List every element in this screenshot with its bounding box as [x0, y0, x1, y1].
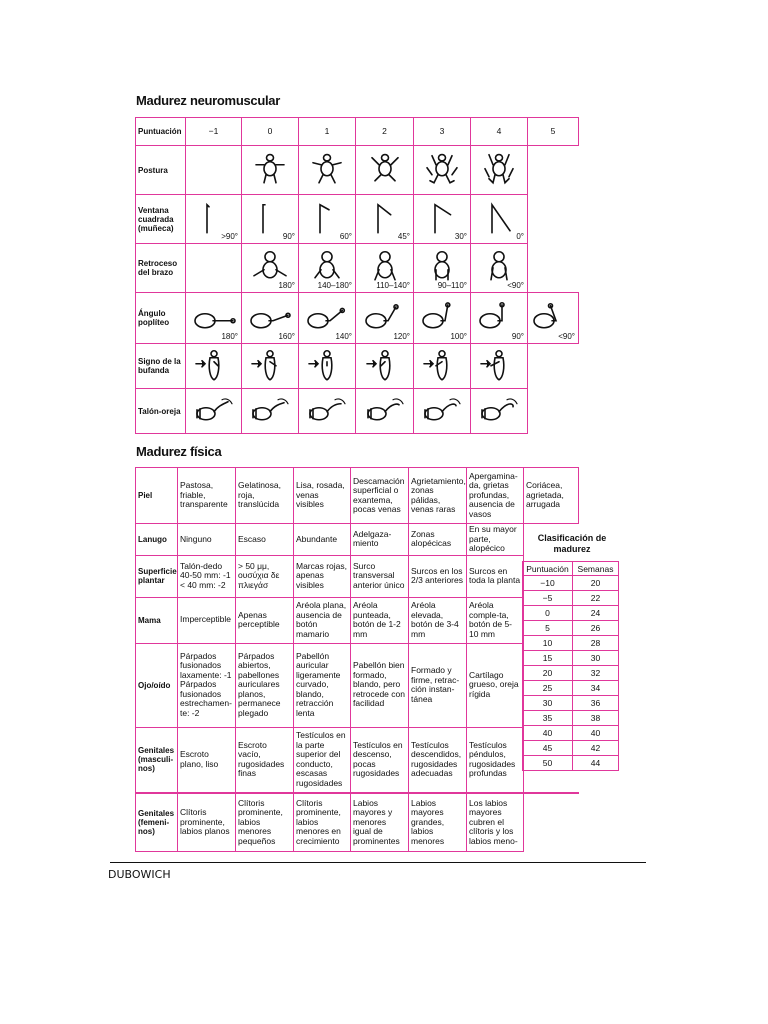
phys-cell: Ninguno: [178, 524, 236, 556]
maneuver-figure-icon: [250, 153, 290, 188]
maneuver-figure-icon: [365, 153, 405, 188]
neuro-cell: [299, 146, 356, 195]
phys-cell: Marcas rojas, apenas visibles: [294, 555, 351, 597]
phys-cell: Aréola punteada, botón de 1-2 mm: [351, 597, 409, 643]
neuro-row: [136, 389, 579, 434]
angle-label: 160°: [278, 331, 295, 341]
maneuver-figure-icon: [192, 396, 236, 427]
maturity-score: 40: [523, 726, 573, 741]
neuro-cell: [356, 146, 414, 195]
phys-cell: Labios mayores y menores igual de prominentes: [351, 793, 409, 851]
maturity-table: [522, 561, 619, 771]
neuro-cell: [414, 244, 471, 293]
maturity-weeks: 32: [573, 666, 619, 681]
maturity-row: [523, 696, 619, 711]
angle-label: 180°: [278, 280, 295, 290]
neuro-cell: [356, 389, 414, 434]
neuro-row-label: Ventana cuadrada (muñeca): [136, 195, 186, 244]
neuro-row-label: Postura: [136, 146, 186, 195]
phys-cell: Escroto plano, liso: [178, 727, 236, 793]
phys-cell: Formado y firme, retrac-ción instan-tánea: [409, 643, 467, 727]
phys-cell: Aréola plana, ausencia de botón mamario: [294, 597, 351, 643]
angle-label: 45°: [397, 231, 410, 241]
phys-cell: > 50 μμ, ουσύχια δε πλιεγάσ: [236, 555, 294, 597]
phys-cell: Clítoris prominente, labios menores pequeños: [236, 793, 294, 851]
maneuver-figure-icon: [307, 348, 347, 385]
maneuver-figure-icon: [419, 301, 465, 336]
maturity-weeks: 22: [573, 591, 619, 606]
phys-cell: Pastosa, friable, transparente: [178, 468, 236, 524]
maturity-score: 25: [523, 681, 573, 696]
maturity-row: [523, 741, 619, 756]
neuro-cell: [186, 146, 242, 195]
maneuver-figure-icon: [370, 201, 400, 238]
neuro-row-label: Talón-oreja: [136, 389, 186, 434]
neuro-cell: [242, 244, 299, 293]
angle-label: 120°: [393, 331, 410, 341]
neuro-cell: [528, 293, 579, 344]
phys-row-label: Superficie plantar: [136, 555, 178, 597]
phys-row-label: Genitales (masculi-nos): [136, 727, 178, 793]
neuro-cell: [528, 344, 579, 389]
neuro-row: [136, 244, 579, 293]
maturity-row: [523, 726, 619, 741]
angle-label: 30°: [454, 231, 467, 241]
maturity-row: [523, 666, 619, 681]
score-cell: 1: [299, 118, 356, 146]
maturity-score: 35: [523, 711, 573, 726]
neuromuscular-table: [135, 117, 579, 146]
phys-cell: Testículos descendidos, rugosidades adecuadas: [409, 727, 467, 793]
maneuver-figure-icon: [362, 301, 408, 336]
maturity-weeks: 24: [573, 606, 619, 621]
phys-cell: Párpados abiertos, pabellones auriculares planos, permanece plegado: [236, 643, 294, 727]
neuro-cell: [356, 195, 414, 244]
neuro-cell: [414, 389, 471, 434]
maturity-score: 50: [523, 756, 573, 771]
maneuver-figure-icon: [422, 348, 462, 385]
maturity-score: 45: [523, 741, 573, 756]
footer-divider: [110, 862, 646, 863]
phys-cell: Zonas alopécicas: [409, 524, 467, 556]
phys-row: [136, 793, 579, 851]
neuro-cell: [528, 195, 579, 244]
maturity-row: [523, 606, 619, 621]
maneuver-figure-icon: [365, 348, 405, 385]
maneuver-figure-icon: [307, 153, 347, 188]
maneuver-figure-icon: [477, 396, 521, 427]
phys-row: [136, 727, 579, 793]
neuro-cell: [356, 293, 414, 344]
phys-row: [136, 468, 579, 524]
phys-row-label: Mama: [136, 597, 178, 643]
phys-row-label: Genitales (femeni-nos): [136, 793, 178, 851]
maturity-weeks: 44: [573, 756, 619, 771]
phys-cell: Escroto vacío, rugosidades finas: [236, 727, 294, 793]
maneuver-figure-icon: [530, 301, 576, 336]
neuro-cell: [242, 195, 299, 244]
neuro-header-row: [136, 118, 579, 146]
maneuver-figure-icon: [484, 201, 514, 238]
phys-cell: Abundante: [294, 524, 351, 556]
angle-label: 180°: [221, 331, 238, 341]
maturity-weeks: 42: [573, 741, 619, 756]
phys-cell: Pabellón bien formado, blando, pero retrocede con facilidad: [351, 643, 409, 727]
score-cell: 0: [242, 118, 299, 146]
neuro-cell: [414, 293, 471, 344]
neuro-cell: [471, 344, 528, 389]
maturity-score: 5: [523, 621, 573, 636]
angle-label: 110–140°: [376, 280, 410, 290]
phys-cell: En su mayor parte, alopécico: [467, 524, 524, 556]
phys-cell: Talón-dedo 40-50 mm: -1 < 40 mm: -2: [178, 555, 236, 597]
neuro-cell: [186, 195, 242, 244]
angle-label: <90°: [558, 331, 575, 341]
maturity-col-weeks: Semanas: [573, 562, 619, 576]
phys-row: [136, 643, 579, 727]
maturity-weeks: 20: [573, 576, 619, 591]
neuro-cell: [414, 344, 471, 389]
maneuver-figure-icon: [312, 201, 342, 238]
angle-label: 140°: [335, 331, 352, 341]
phys-title: Madurez física: [136, 444, 222, 459]
phys-cell: Apenas perceptible: [236, 597, 294, 643]
maneuver-figure-icon: [479, 153, 519, 188]
maturity-score: −5: [523, 591, 573, 606]
maneuver-figure-icon: [420, 396, 464, 427]
maturity-score: 30: [523, 696, 573, 711]
phys-cell: Lisa, rosada, venas visibles: [294, 468, 351, 524]
maneuver-figure-icon: [427, 201, 457, 238]
neuro-cell: [299, 389, 356, 434]
maneuver-figure-icon: [479, 348, 519, 385]
footer-caption: DUBOWICH: [108, 868, 171, 881]
score-cell: 3: [414, 118, 471, 146]
maneuver-figure-icon: [363, 396, 407, 427]
phys-cell: [524, 793, 579, 851]
neuro-cell: [471, 293, 528, 344]
angle-label: >90°: [221, 231, 238, 241]
maneuver-figure-icon: [305, 396, 349, 427]
maneuver-figure-icon: [247, 301, 293, 336]
neuro-cell: [414, 195, 471, 244]
neuro-cell: [528, 244, 579, 293]
score-cell: 5: [528, 118, 579, 146]
neuro-row: [136, 344, 579, 389]
maturity-weeks: 38: [573, 711, 619, 726]
maturity-score: 10: [523, 636, 573, 651]
phys-cell: Clítoris prominente, labios planos: [178, 793, 236, 851]
neuro-cell: [356, 344, 414, 389]
maturity-weeks: 28: [573, 636, 619, 651]
neuromuscular-body-table: [135, 145, 579, 434]
neuro-cell: [471, 146, 528, 195]
score-cell: 4: [471, 118, 528, 146]
score-header-label: Puntuación: [136, 118, 186, 146]
maneuver-figure-icon: [422, 153, 462, 188]
maneuver-figure-icon: [191, 301, 237, 336]
angle-label: 140–180°: [317, 280, 352, 290]
phys-cell: Gelatinosa, roja, translúcida: [236, 468, 294, 524]
phys-cell: Aréola comple-ta, botón de 5-10 mm: [467, 597, 524, 643]
maneuver-figure-icon: [304, 301, 350, 336]
neuro-cell: [242, 146, 299, 195]
maturity-score: 20: [523, 666, 573, 681]
maneuver-figure-icon: [248, 396, 292, 427]
maturity-weeks: 34: [573, 681, 619, 696]
phys-cell: Párpados fusionados laxamente: -1 Párpados fusionados estrechamen-te: -2: [178, 643, 236, 727]
maturity-weeks: 26: [573, 621, 619, 636]
maturity-row: [523, 636, 619, 651]
neuro-row-label: Ángulo poplíteo: [136, 293, 186, 344]
score-cell: −1: [186, 118, 242, 146]
neuro-cell: [299, 344, 356, 389]
phys-row-label: Piel: [136, 468, 178, 524]
maneuver-figure-icon: [255, 201, 285, 238]
maturity-row: [523, 711, 619, 726]
maturity-row: [523, 591, 619, 606]
phys-cell: Adelgaza-miento: [351, 524, 409, 556]
maturity-row: [523, 651, 619, 666]
phys-cell: Agrietamiento, zonas pálidas, venas raras: [409, 468, 467, 524]
maturity-weeks: 36: [573, 696, 619, 711]
phys-cell: Cartílago grueso, oreja rígida: [467, 643, 524, 727]
neuro-cell: [471, 195, 528, 244]
phys-cell: Pabellón auricular ligeramente curvado, blando, retracción lenta: [294, 643, 351, 727]
neuro-cell: [299, 293, 356, 344]
neuro-cell: [186, 389, 242, 434]
phys-row: [136, 555, 579, 597]
phys-cell: Coriácea, agrietada, arrugada: [524, 468, 579, 524]
phys-row-label: Lanugo: [136, 524, 178, 556]
neuro-row: [136, 195, 579, 244]
maturity-row: [523, 756, 619, 771]
neuro-cell: [186, 293, 242, 344]
angle-label: 100°: [450, 331, 467, 341]
maneuver-figure-icon: [250, 348, 290, 385]
angle-label: 90–110°: [437, 280, 467, 290]
phys-cell: Los labios mayores cubren el clítoris y los labios meno-: [467, 793, 524, 851]
neuro-cell: [299, 195, 356, 244]
maturity-row: [523, 576, 619, 591]
physical-maturity-table: [135, 467, 579, 852]
maturity-row: [523, 621, 619, 636]
angle-label: <90°: [507, 280, 524, 290]
neuro-cell: [414, 146, 471, 195]
maturity-col-score: Puntuación: [523, 562, 573, 576]
phys-row: [136, 524, 579, 556]
maturity-title: Clasificación de madurez: [537, 533, 607, 554]
neuro-row-label: Retroceso del brazo: [136, 244, 186, 293]
maturity-row: [523, 681, 619, 696]
phys-cell: Surcos en toda la planta: [467, 555, 524, 597]
neuro-cell: [471, 244, 528, 293]
phys-cell: Escaso: [236, 524, 294, 556]
phys-row-label: Ojo/oído: [136, 643, 178, 727]
maturity-score: 0: [523, 606, 573, 621]
phys-cell: Testículos péndulos, rugosidades profundas: [467, 727, 524, 793]
neuro-cell: [528, 146, 579, 195]
neuro-cell: [186, 244, 242, 293]
score-cell: 2: [356, 118, 414, 146]
phys-cell: Surco transversal anterior único: [351, 555, 409, 597]
maturity-score: 15: [523, 651, 573, 666]
phys-cell: Apergamina-da, grietas profundas, ausencia de vasos: [467, 468, 524, 524]
angle-label: 0°: [516, 231, 524, 241]
maturity-weeks: 30: [573, 651, 619, 666]
neuro-cell: [186, 344, 242, 389]
phys-row: [136, 597, 579, 643]
neuro-cell: [242, 293, 299, 344]
maturity-weeks: 40: [573, 726, 619, 741]
neuro-cell: [471, 389, 528, 434]
neuro-cell: [528, 389, 579, 434]
angle-label: 60°: [339, 231, 352, 241]
neuro-title: Madurez neuromuscular: [136, 93, 280, 108]
phys-cell: Testículos en la parte superior del conducto, escasas rugosidades: [294, 727, 351, 793]
maturity-score: −10: [523, 576, 573, 591]
neuro-cell: [242, 389, 299, 434]
neuro-row: [136, 293, 579, 344]
angle-label: 90°: [282, 231, 295, 241]
neuro-row: [136, 146, 579, 195]
angle-label: 90°: [511, 331, 524, 341]
neuro-cell: [356, 244, 414, 293]
neuro-cell: [242, 344, 299, 389]
phys-cell: Imperceptible: [178, 597, 236, 643]
neuro-cell: [299, 244, 356, 293]
phys-cell: Descamación superficial o exantema, pocas venas: [351, 468, 409, 524]
phys-cell: Aréola elevada, botón de 3-4 mm: [409, 597, 467, 643]
phys-cell: Surcos en los 2/3 anteriores: [409, 555, 467, 597]
phys-cell: Testículos en descenso, pocas rugosidades: [351, 727, 409, 793]
maneuver-figure-icon: [476, 301, 522, 336]
phys-cell: Labios mayores grandes, labios menores: [409, 793, 467, 851]
maneuver-figure-icon: [194, 348, 234, 385]
neuro-row-label: Signo de la bufanda: [136, 344, 186, 389]
phys-cell: Clítoris prominente, labios menores en crecimiento: [294, 793, 351, 851]
